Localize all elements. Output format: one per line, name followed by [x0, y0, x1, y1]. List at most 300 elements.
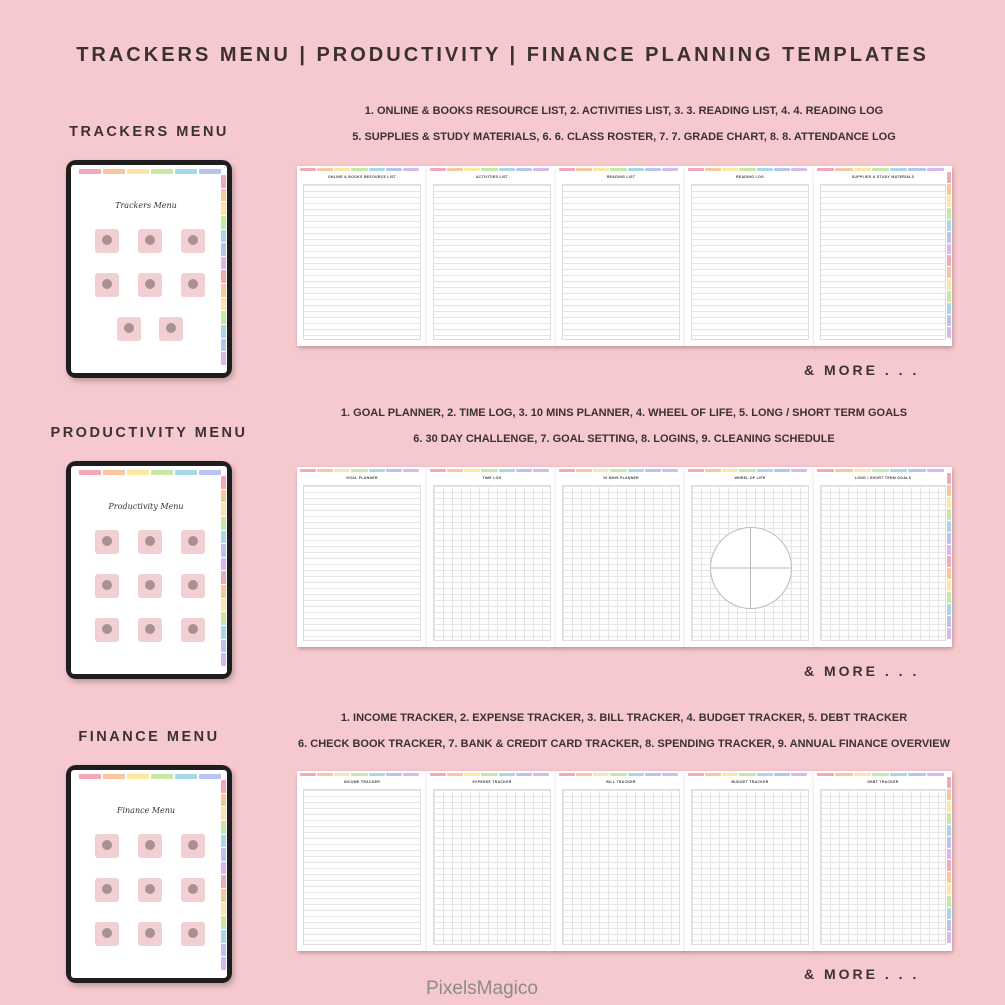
menu-tile-icon[interactable]: [138, 878, 162, 902]
menu-tile-icon[interactable]: [181, 922, 205, 946]
tab-marker: [300, 168, 316, 171]
side-tab-marker: [221, 571, 226, 584]
tab-marker: [610, 168, 626, 171]
tab-marker: [628, 773, 644, 776]
tab-marker: [300, 469, 316, 472]
tablet-side-tabs: [221, 175, 226, 365]
tab-marker: [817, 469, 834, 472]
tab-marker: [662, 168, 678, 171]
page-lined-body: [691, 789, 809, 945]
tab-marker: [722, 469, 738, 472]
side-tab-marker: [947, 920, 951, 931]
page-tab-strip: [559, 469, 678, 473]
tab-marker: [757, 168, 773, 171]
tab-marker: [464, 469, 480, 472]
menu-tile-icon[interactable]: [138, 834, 162, 858]
caption-line-2: 6. CHECK BOOK TRACKER, 7. BANK & CREDIT CARD TRACKER, 8. SPENDING TRACKER, 9. ANNUAL FINANCE OVERVIEW: [298, 738, 950, 750]
more-label: & MORE . . .: [804, 663, 920, 679]
tab-marker: [386, 469, 402, 472]
tablet-screen: [71, 466, 227, 674]
side-tab-marker: [221, 916, 226, 929]
menu-tile-icon[interactable]: [181, 878, 205, 902]
menu-tile-icon[interactable]: [95, 618, 119, 642]
side-tab-marker: [221, 311, 226, 324]
tab-marker: [559, 773, 575, 776]
side-tab-marker: [221, 930, 226, 943]
tab-marker: [199, 774, 221, 779]
tab-marker: [854, 469, 871, 472]
side-tab-marker: [947, 533, 951, 544]
tab-marker: [890, 773, 907, 776]
side-tab-marker: [947, 509, 951, 520]
side-tab-marker: [221, 243, 226, 256]
tab-marker: [835, 773, 852, 776]
menu-tile-icon[interactable]: [181, 834, 205, 858]
tab-marker: [103, 774, 125, 779]
more-label: & MORE . . .: [804, 362, 920, 378]
side-tab-marker: [947, 932, 951, 943]
tablet-side-tabs: [221, 476, 226, 666]
page-title-label: ONLINE & BOOKS RESOURCE LIST: [327, 175, 397, 179]
tab-marker: [430, 773, 446, 776]
brand-watermark: PixelsMagico: [426, 978, 538, 999]
caption-line-1: 1. INCOME TRACKER, 2. EXPENSE TRACKER, 3. BILL TRACKER, 4. BUDGET TRACKER, 5. DEBT TRACKER: [340, 712, 908, 724]
page-title-label: LONG / SHORT TERM GOALS: [854, 476, 912, 480]
tab-marker: [559, 168, 575, 171]
template-page: [814, 771, 952, 951]
screen-title: Finance Menu: [116, 806, 176, 815]
side-tab-marker: [221, 794, 226, 807]
page-lined-body: [562, 184, 680, 340]
tab-marker: [403, 168, 419, 171]
side-tab-marker: [221, 216, 226, 229]
template-page: [814, 467, 952, 647]
page-lined-body: [820, 184, 946, 340]
tab-marker: [175, 470, 197, 475]
tab-marker: [175, 774, 197, 779]
side-tab-marker: [221, 889, 226, 902]
tab-marker: [645, 773, 661, 776]
side-tab-marker: [947, 255, 951, 266]
side-tab-marker: [947, 267, 951, 278]
side-tab-marker: [947, 556, 951, 567]
tab-marker: [791, 168, 807, 171]
page-title-label: BILL TRACKER: [606, 780, 636, 784]
page-tab-strip: [430, 773, 549, 777]
tab-marker: [175, 169, 197, 174]
template-page: [556, 166, 686, 346]
tab-marker: [533, 469, 549, 472]
side-tab-marker: [221, 503, 226, 516]
page-tab-strip: [688, 773, 807, 777]
tab-marker: [739, 773, 755, 776]
side-tab-marker: [221, 270, 226, 283]
page-side-tabs: [947, 777, 951, 943]
tab-marker: [516, 168, 532, 171]
template-page: [427, 166, 557, 346]
tablet-tab-strip: [79, 470, 221, 475]
side-tab-marker: [947, 580, 951, 591]
tab-marker: [688, 469, 704, 472]
tab-marker: [127, 470, 149, 475]
page-title-label: EXPENSE TRACKER: [472, 780, 512, 784]
page-tab-strip: [300, 469, 419, 473]
side-tab-marker: [947, 497, 951, 508]
page-title-label: WHEEL OF LIFE: [734, 476, 766, 480]
tab-marker: [908, 469, 925, 472]
tab-marker: [662, 773, 678, 776]
tab-marker: [757, 469, 773, 472]
template-page: [556, 467, 686, 647]
tab-marker: [317, 773, 333, 776]
side-tab-marker: [947, 244, 951, 255]
tab-marker: [351, 469, 367, 472]
page-side-tabs: [947, 172, 951, 338]
screen-title: Trackers Menu: [115, 201, 177, 210]
page-tab-strip: [430, 469, 549, 473]
tab-marker: [369, 469, 385, 472]
side-tab-marker: [947, 908, 951, 919]
tab-marker: [430, 469, 446, 472]
tab-marker: [908, 168, 925, 171]
menu-tile-icon[interactable]: [181, 530, 205, 554]
tab-marker: [79, 470, 101, 475]
menu-tile-icon[interactable]: [138, 922, 162, 946]
tab-marker: [835, 168, 852, 171]
page-lined-body: [433, 485, 551, 641]
page-title-label: INCOME TRACKER: [343, 780, 381, 784]
side-tab-marker: [947, 896, 951, 907]
page-title-label: GOAL PLANNER: [346, 476, 378, 480]
caption-line-2: 6. 30 DAY CHALLENGE, 7. GOAL SETTING, 8. LOGINS, 9. CLEANING SCHEDULE: [413, 433, 835, 445]
page-title-label: SUPPLIES & STUDY MATERIALS: [851, 175, 915, 179]
menu-tile-icon[interactable]: [138, 618, 162, 642]
tablet-tab-strip: [79, 169, 221, 174]
tab-marker: [403, 773, 419, 776]
side-tab-marker: [947, 220, 951, 231]
tab-marker: [151, 774, 173, 779]
side-tab-marker: [221, 531, 226, 544]
tab-marker: [334, 469, 350, 472]
page-title: TRACKERS MENU | PRODUCTIVITY | FINANCE PLANNING TEMPLATES: [76, 44, 929, 66]
menu-tile-icon[interactable]: [95, 229, 119, 253]
side-tab-marker: [221, 175, 226, 188]
tablet-tab-strip: [79, 774, 221, 779]
side-tab-marker: [947, 568, 951, 579]
side-tab-marker: [947, 813, 951, 824]
menu-tile-icon[interactable]: [138, 273, 162, 297]
menu-tile-icon[interactable]: [117, 317, 141, 341]
side-tab-marker: [221, 257, 226, 270]
tab-marker: [403, 469, 419, 472]
tab-marker: [854, 168, 871, 171]
side-tab-marker: [947, 291, 951, 302]
tab-marker: [464, 773, 480, 776]
page-tab-strip: [688, 469, 807, 473]
side-tab-marker: [947, 184, 951, 195]
side-tab-marker: [221, 903, 226, 916]
tab-marker: [386, 168, 402, 171]
tab-marker: [199, 169, 221, 174]
tab-marker: [300, 773, 316, 776]
page-tab-strip: [817, 773, 944, 777]
tab-marker: [127, 169, 149, 174]
side-tab-marker: [221, 189, 226, 202]
tab-marker: [559, 469, 575, 472]
page-lined-body: [303, 485, 421, 641]
side-tab-marker: [221, 284, 226, 297]
tab-marker: [317, 168, 333, 171]
tab-marker: [151, 470, 173, 475]
page-title-label: 10 MINS PLANNER: [602, 476, 639, 480]
template-page: [685, 771, 815, 951]
side-tab-marker: [221, 944, 226, 957]
side-tab-marker: [221, 298, 226, 311]
tab-marker: [593, 469, 609, 472]
tab-marker: [890, 469, 907, 472]
tab-marker: [334, 773, 350, 776]
page-lined-body: [433, 184, 551, 340]
menu-tile-icon[interactable]: [181, 574, 205, 598]
tab-marker: [499, 469, 515, 472]
menu-tile-icon[interactable]: [95, 574, 119, 598]
tab-marker: [317, 469, 333, 472]
side-tab-marker: [221, 490, 226, 503]
tablet-side-tabs: [221, 780, 226, 970]
tab-marker: [705, 168, 721, 171]
page-tab-strip: [300, 168, 419, 172]
side-tab-marker: [221, 558, 226, 571]
tab-marker: [499, 168, 515, 171]
side-tab-marker: [221, 476, 226, 489]
side-tab-marker: [221, 848, 226, 861]
side-tab-marker: [221, 780, 226, 793]
side-tab-marker: [221, 807, 226, 820]
page-tab-strip: [430, 168, 549, 172]
tab-marker: [774, 168, 790, 171]
caption-line-2: 5. SUPPLIES & STUDY MATERIALS, 6. 6. CLASS ROSTER, 7. 7. GRADE CHART, 8. 8. ATTENDANCE LOG: [352, 131, 896, 143]
caption-line-1: 1. ONLINE & BOOKS RESOURCE LIST, 2. ACTIVITIES LIST, 3. 3. READING LIST, 4. 4. READING LOG: [364, 105, 884, 117]
template-page: [685, 166, 815, 346]
side-tab-marker: [947, 884, 951, 895]
tab-marker: [854, 773, 871, 776]
menu-tile-icon[interactable]: [95, 530, 119, 554]
side-tab-marker: [221, 339, 226, 352]
side-tab-marker: [221, 612, 226, 625]
page-side-tabs: [947, 473, 951, 639]
side-tab-marker: [221, 653, 226, 666]
template-page: [297, 166, 427, 346]
menu-tile-icon[interactable]: [159, 317, 183, 341]
menu-tile-icon[interactable]: [181, 273, 205, 297]
tab-marker: [369, 168, 385, 171]
page-title-label: ACTIVITIES LIST: [475, 175, 509, 179]
template-page: [297, 771, 427, 951]
tab-marker: [927, 773, 944, 776]
tab-marker: [103, 169, 125, 174]
side-tab-marker: [947, 628, 951, 639]
tab-marker: [430, 168, 446, 171]
menu-tile-icon[interactable]: [138, 229, 162, 253]
side-tab-marker: [947, 849, 951, 860]
tab-marker: [645, 469, 661, 472]
page-lined-body: [691, 184, 809, 340]
side-tab-marker: [221, 599, 226, 612]
tab-marker: [447, 168, 463, 171]
menu-label-finance: FINANCE MENU: [78, 729, 220, 745]
side-tab-marker: [947, 789, 951, 800]
side-tab-marker: [221, 626, 226, 639]
page-lined-body: [562, 485, 680, 641]
tab-marker: [499, 773, 515, 776]
tab-marker: [817, 773, 834, 776]
side-tab-marker: [947, 825, 951, 836]
tab-marker: [927, 168, 944, 171]
menu-tile-icon[interactable]: [95, 273, 119, 297]
tab-marker: [791, 773, 807, 776]
page-tab-strip: [817, 168, 944, 172]
tab-marker: [705, 773, 721, 776]
side-tab-marker: [947, 837, 951, 848]
tab-marker: [688, 168, 704, 171]
tab-marker: [576, 773, 592, 776]
tab-marker: [481, 168, 497, 171]
tab-marker: [890, 168, 907, 171]
menu-tile-icon[interactable]: [95, 922, 119, 946]
tab-marker: [533, 773, 549, 776]
tab-marker: [151, 169, 173, 174]
tab-marker: [593, 168, 609, 171]
tab-marker: [645, 168, 661, 171]
side-tab-marker: [221, 517, 226, 530]
side-tab-marker: [947, 592, 951, 603]
tab-marker: [908, 773, 925, 776]
caption-line-1: 1. GOAL PLANNER, 2. TIME LOG, 3. 10 MINS PLANNER, 4. WHEEL OF LIFE, 5. LONG / SHORT TERM GOALS: [340, 407, 908, 419]
menu-tile-icon[interactable]: [95, 878, 119, 902]
side-tab-marker: [221, 202, 226, 215]
side-tab-marker: [221, 325, 226, 338]
tab-marker: [662, 469, 678, 472]
menu-label-productivity: PRODUCTIVITY MENU: [50, 425, 248, 441]
tab-marker: [516, 469, 532, 472]
tablet-screen: [71, 165, 227, 373]
tab-marker: [103, 470, 125, 475]
tab-marker: [739, 469, 755, 472]
menu-tile-icon[interactable]: [138, 574, 162, 598]
tab-marker: [79, 774, 101, 779]
tablet-finance: [66, 765, 232, 983]
page-title-label: READING LIST: [606, 175, 636, 179]
tab-marker: [610, 469, 626, 472]
tab-marker: [199, 470, 221, 475]
tablet-trackers: [66, 160, 232, 378]
side-tab-marker: [947, 545, 951, 556]
tab-marker: [334, 168, 350, 171]
page-lined-body: [820, 485, 946, 641]
template-page: [814, 166, 952, 346]
tab-marker: [705, 469, 721, 472]
template-page: [685, 467, 815, 647]
tab-marker: [593, 773, 609, 776]
menu-tile-icon[interactable]: [138, 530, 162, 554]
side-tab-marker: [221, 875, 226, 888]
menu-tile-icon[interactable]: [181, 618, 205, 642]
wheel-of-life-diagram: [710, 527, 792, 609]
tab-marker: [722, 773, 738, 776]
side-tab-marker: [221, 544, 226, 557]
menu-tile-icon[interactable]: [181, 229, 205, 253]
page-lined-body: [303, 789, 421, 945]
tab-marker: [757, 773, 773, 776]
tablet-screen: [71, 770, 227, 978]
tab-marker: [774, 469, 790, 472]
tab-marker: [369, 773, 385, 776]
tab-marker: [610, 773, 626, 776]
template-page: [297, 467, 427, 647]
page-lined-body: [433, 789, 551, 945]
side-tab-marker: [947, 208, 951, 219]
tab-marker: [628, 168, 644, 171]
tab-marker: [817, 168, 834, 171]
side-tab-marker: [221, 230, 226, 243]
template-page: [556, 771, 686, 951]
tab-marker: [791, 469, 807, 472]
menu-tile-icon[interactable]: [95, 834, 119, 858]
tab-marker: [386, 773, 402, 776]
more-label: & MORE . . .: [804, 966, 920, 982]
tab-marker: [516, 773, 532, 776]
tab-marker: [576, 168, 592, 171]
tab-marker: [533, 168, 549, 171]
page-tab-strip: [688, 168, 807, 172]
page-tab-strip: [300, 773, 419, 777]
tab-marker: [447, 469, 463, 472]
side-tab-marker: [947, 327, 951, 338]
side-tab-marker: [221, 862, 226, 875]
page-lined-body: [820, 789, 946, 945]
side-tab-marker: [947, 521, 951, 532]
side-tab-marker: [947, 860, 951, 871]
tab-marker: [481, 469, 497, 472]
side-tab-marker: [947, 279, 951, 290]
tablet-productivity: [66, 461, 232, 679]
tab-marker: [628, 469, 644, 472]
side-tab-marker: [947, 872, 951, 883]
tab-marker: [739, 168, 755, 171]
side-tab-marker: [947, 777, 951, 788]
side-tab-marker: [947, 303, 951, 314]
side-tab-marker: [947, 196, 951, 207]
side-tab-marker: [221, 640, 226, 653]
tab-marker: [688, 773, 704, 776]
tab-marker: [872, 469, 889, 472]
page-title-label: TIME LOG: [482, 476, 502, 480]
tab-marker: [127, 774, 149, 779]
side-tab-marker: [221, 957, 226, 970]
page-tab-strip: [559, 773, 678, 777]
side-tab-marker: [947, 172, 951, 183]
page-title-label: BUDGET TRACKER: [731, 780, 769, 784]
page-lined-body: [562, 789, 680, 945]
page-tab-strip: [559, 168, 678, 172]
side-tab-marker: [947, 485, 951, 496]
tab-marker: [774, 773, 790, 776]
tab-marker: [464, 168, 480, 171]
side-tab-marker: [947, 801, 951, 812]
page-lined-body: [303, 184, 421, 340]
page-tab-strip: [817, 469, 944, 473]
menu-label-trackers: TRACKERS MENU: [69, 124, 229, 140]
